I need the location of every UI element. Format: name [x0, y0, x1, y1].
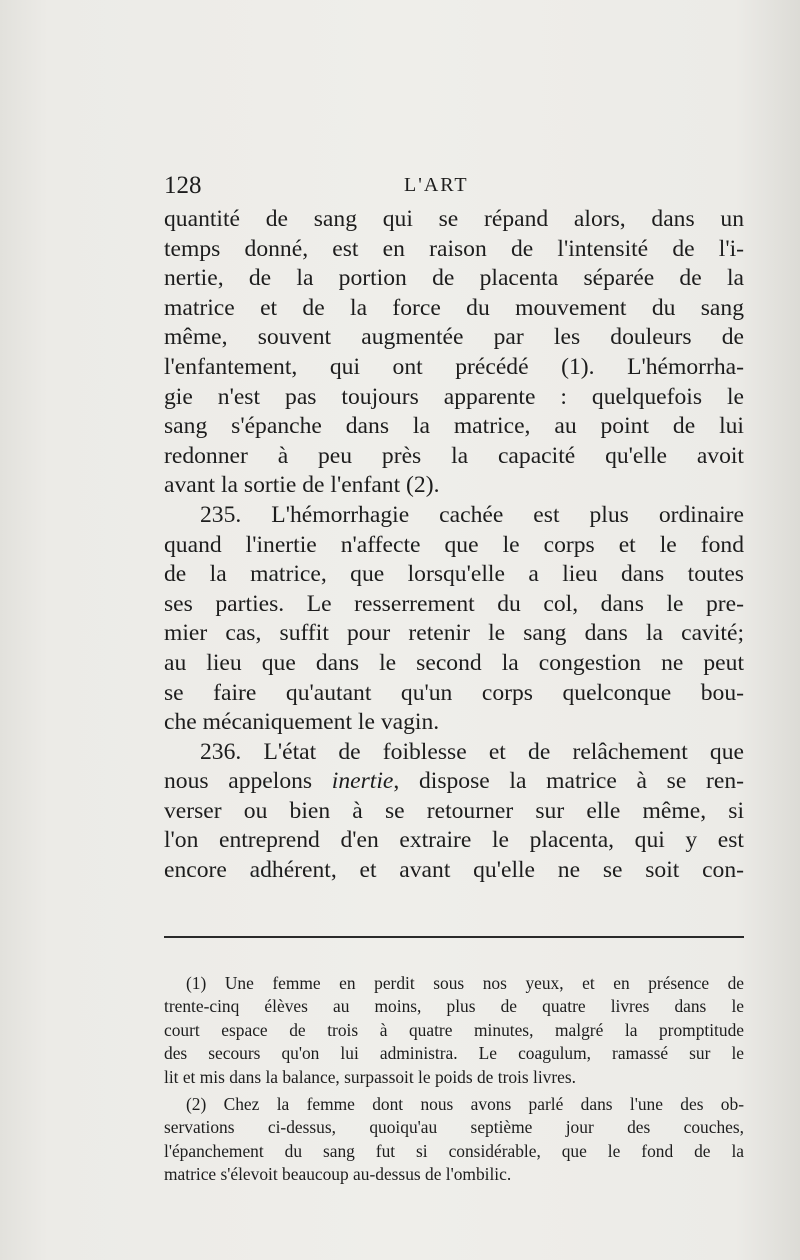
running-head: L'ART [404, 174, 469, 196]
text-segment: nous appelons [164, 768, 332, 795]
text-line: au lieu que dans le second la congestion ne peut [164, 649, 744, 676]
footnote-1-line: lit et mis dans la balance, surpassoit le poids de trois livres. [164, 1066, 576, 1087]
text-line: gie n'est pas toujours apparente : quelquefois le [164, 383, 744, 410]
footnotes [164, 972, 744, 1187]
text-line: quand l'inertie n'affecte que le corps et le fond [164, 531, 744, 558]
text-line: encore adhérent, et avant qu'elle ne se soit con- [164, 857, 744, 884]
text-line-with-italic [164, 767, 744, 797]
text-line: sang s'épanche dans la matrice, au point de lui [164, 413, 744, 440]
footnote-1-line: trente-cinq élèves au moins, plus de quatre livres dans le [164, 996, 744, 1017]
text-line: verser ou bien à se retourner sur elle même, si [164, 797, 744, 824]
text-line: redonner à peu près la capacité qu'elle avoit [164, 442, 744, 469]
footnote-divider [164, 936, 744, 938]
footnote-2-line: l'épanchement du sang fut si considérable, que le fond de la [164, 1140, 744, 1161]
text-line: avant la sortie de l'enfant (2). [164, 472, 440, 499]
text-line: se faire qu'autant qu'un corps quelconque bou- [164, 679, 744, 706]
footnote-1-line: court espace de trois à quatre minutes, malgré la promptitude [164, 1019, 744, 1040]
italic-term: inertie [331, 768, 394, 795]
paragraph-236-start: 236. L'état de foiblesse et de relâchement que [200, 738, 744, 765]
text-line: temps donné, est en raison de l'intensité de l'i- [164, 235, 744, 262]
page-header [164, 172, 744, 202]
text-line: mier cas, suffit pour retenir le sang dans la cavité; [164, 620, 744, 647]
page-number: 128 [164, 172, 202, 199]
text-line: de la matrice, que lorsqu'elle a lieu dans toutes [164, 561, 744, 588]
text-line: matrice et de la force du mouvement du sang [164, 294, 744, 321]
text-line: nertie, de la portion de placenta séparée de la [164, 265, 744, 292]
text-segment: , dispose la matrice à se ren- [393, 768, 744, 795]
footnote-2-line: matrice s'élevoit beaucoup au-dessus de l'ombilic. [164, 1164, 512, 1185]
footnote-2-line: servations ci-dessus, quoiqu'au septième jour des couches, [164, 1117, 744, 1138]
text-line: ses parties. Le resserrement du col, dans le pre- [164, 590, 744, 617]
paragraph-235-start: 235. L'hémorrhagie cachée est plus ordinaire [200, 501, 744, 528]
text-line: che mécaniquement le vagin. [164, 709, 440, 736]
text-line: l'on entreprend d'en extraire le placenta, qui y est [164, 827, 744, 854]
footnote-1-line: (1) Une femme en perdit sous nos yeux, et en présence de [186, 973, 744, 993]
main-text [164, 205, 744, 886]
text-line: même, souvent augmentée par les douleurs de [164, 324, 744, 351]
footnote-2-line: (2) Chez la femme dont nous avons parlé dans l'une des ob- [186, 1093, 744, 1114]
footnote-1-line: des secours qu'on lui administra. Le coagulum, ramassé sur le [164, 1043, 744, 1064]
text-line: l'enfantement, qui ont précédé (1). L'hémorrha- [164, 353, 744, 380]
text-line: quantité de sang qui se répand alors, dans un [164, 206, 744, 232]
